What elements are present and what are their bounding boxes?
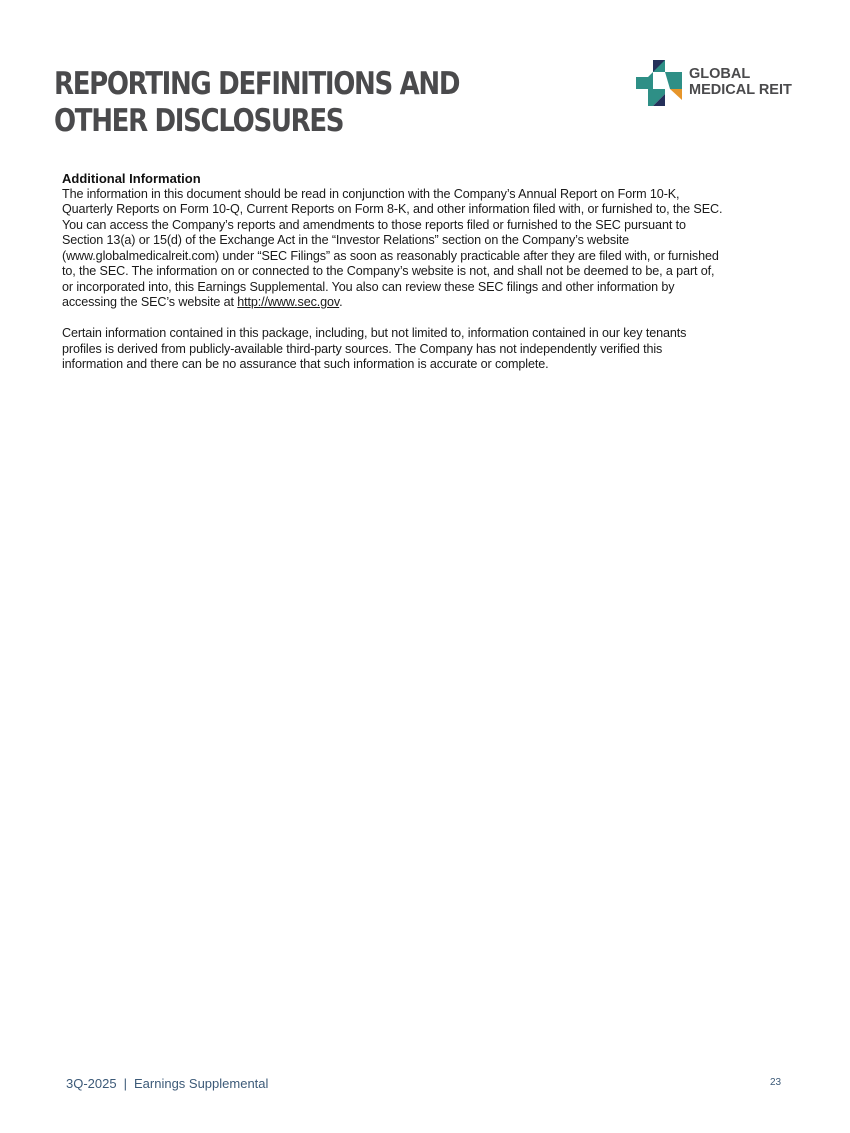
paragraph-line: to, the SEC. The information on or connected to the Company’s website is not, and shall not be deemed to be, a part of, (62, 264, 715, 278)
logo-line-1: GLOBAL (689, 66, 751, 82)
medical-cross-logo-icon (636, 60, 682, 106)
paragraph-line: Quarterly Reports on Form 10-Q, Current Reports on Form 8-K, and other information filed with, or furnished to, the SEC. (62, 202, 723, 216)
paragraph-sec-filings (62, 187, 792, 311)
additional-information-section (62, 171, 792, 373)
page-number: 23 (770, 1077, 782, 1088)
paragraph-line: You can access the Company’s reports and amendments to those reports filed or furnished to the SEC pursuant to (62, 217, 686, 232)
paragraph-line-last (62, 295, 792, 311)
paragraph-line: or incorporated into, this Earnings Supplemental. You also can review these SEC filings and other information by (62, 279, 675, 294)
paragraph-text: . (339, 295, 343, 309)
footer-period: 3Q-2025 (66, 1076, 117, 1091)
footer-separator: | (123, 1076, 127, 1091)
company-logo (636, 60, 796, 108)
page-title-line-1: REPORTING DEFINITIONS AND (54, 66, 460, 102)
paragraph-line: The information in this document should be read in conjunction with the Company’s Annual Report on Form 10-K, (62, 186, 680, 201)
sec-website-link[interactable]: http://www.sec.gov (237, 295, 340, 309)
paragraph-third-party-sources (62, 326, 792, 373)
page-title-line-2: OTHER DISCLOSURES (54, 103, 344, 139)
footer-document-name: Earnings Supplemental (133, 1076, 269, 1091)
paragraph-line: (www.globalmedicalreit.com) under “SEC Filings” as soon as reasonably practicable after they are filed with, or furnished (62, 248, 719, 263)
section-heading: Additional Information (62, 171, 201, 186)
paragraph-line: Section 13(a) or 15(d) of the Exchange Act in the “Investor Relations” section on the Company’s website (62, 233, 630, 247)
paragraph-line: profiles is derived from publicly-available third-party sources. The Company has not independently verified this (62, 341, 663, 356)
page-title (54, 66, 491, 140)
paragraph-line: information and there can be no assurance that such information is accurate or complete. (62, 357, 549, 371)
footer-label (66, 1076, 268, 1091)
logo-wordmark (689, 66, 792, 98)
paragraph-text: accessing the SEC’s website at (62, 295, 238, 309)
paragraph-line: Certain information contained in this package, including, but not limited to, information contained in our key tenants (62, 326, 687, 340)
logo-line-2: MEDICAL REIT (689, 82, 792, 98)
